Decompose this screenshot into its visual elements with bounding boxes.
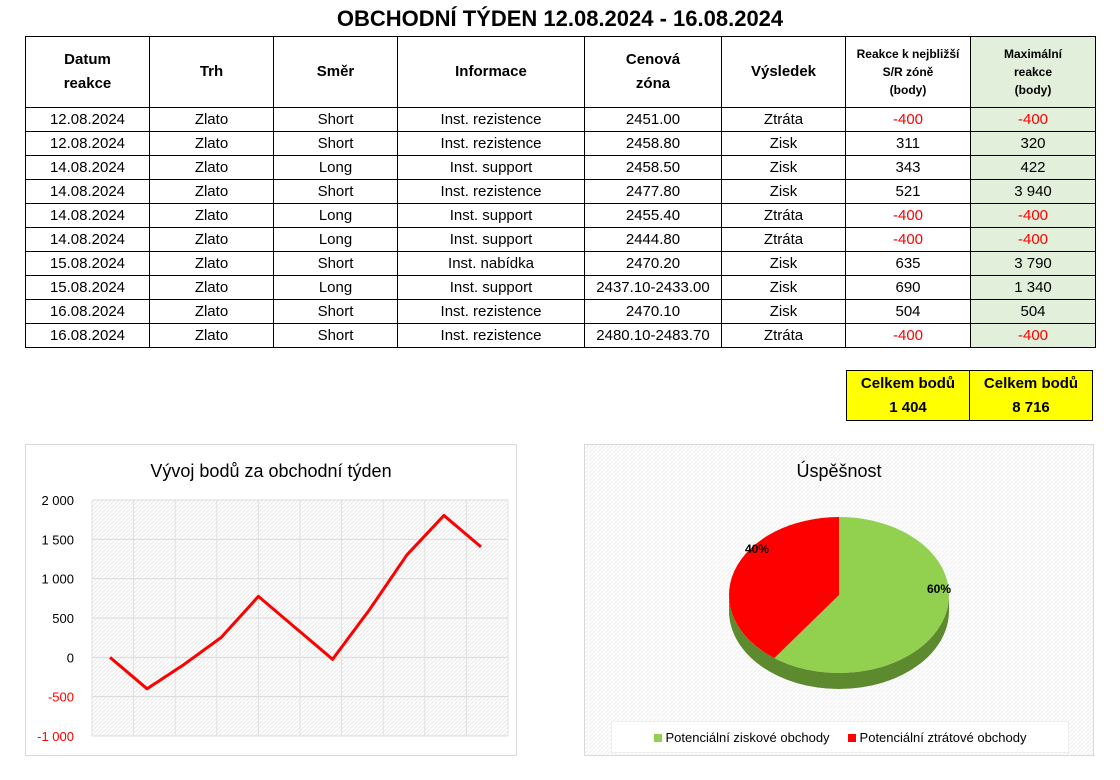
table-cell: 2458.80 <box>585 132 722 156</box>
table-cell: Zisk <box>722 276 846 300</box>
table-cell: -400 <box>971 204 1096 228</box>
table-cell: Zlato <box>150 324 274 348</box>
table-cell: 14.08.2024 <box>26 156 150 180</box>
table-row <box>26 300 1096 324</box>
header-trh: Trh <box>150 37 274 108</box>
table-cell: 2477.80 <box>585 180 722 204</box>
table-cell: Ztráta <box>722 324 846 348</box>
table-cell: 690 <box>846 276 971 300</box>
table-cell: 16.08.2024 <box>26 300 150 324</box>
header-cenova-zona: Cenová zóna <box>585 37 722 108</box>
table-cell: Zlato <box>150 180 274 204</box>
y-tick-label: 2 000 <box>41 493 74 508</box>
table-header-row <box>26 37 1096 108</box>
table-cell: Long <box>274 228 398 252</box>
table-row <box>26 324 1096 348</box>
page-title: OBCHODNÍ TÝDEN 12.08.2024 - 16.08.2024 <box>336 6 784 31</box>
total-max-cell: Celkem bodů 8 716 <box>970 371 1093 421</box>
y-tick-label: 1 000 <box>41 571 74 587</box>
table-cell: 343 <box>846 156 971 180</box>
trades-table <box>25 36 1096 348</box>
pie-chart-panel <box>584 444 1094 756</box>
table-cell: Inst. nabídka <box>398 252 585 276</box>
header-max-reakce: Maximální reakce (body) <box>971 37 1096 108</box>
table-cell: 14.08.2024 <box>26 228 150 252</box>
table-cell: Long <box>274 156 398 180</box>
table-cell: -400 <box>846 324 971 348</box>
table-cell: 521 <box>846 180 971 204</box>
table-cell: -400 <box>971 324 1096 348</box>
table-cell: Short <box>274 180 398 204</box>
table-cell: -400 <box>971 228 1096 252</box>
table-cell: 504 <box>971 300 1096 324</box>
table-cell: 311 <box>846 132 971 156</box>
pie-data-label: 40% <box>744 542 770 556</box>
y-tick-label: 500 <box>52 611 74 626</box>
table-cell: 1 340 <box>971 276 1096 300</box>
table-cell: -400 <box>846 228 971 252</box>
table-cell: Short <box>274 132 398 156</box>
table-cell: Zlato <box>150 108 274 132</box>
table-cell: Inst. support <box>398 276 585 300</box>
table-row <box>26 252 1096 276</box>
table-cell: Zisk <box>722 180 846 204</box>
table-cell: 2444.80 <box>585 228 722 252</box>
table-cell: Inst. rezistence <box>398 324 585 348</box>
table-cell: Short <box>274 300 398 324</box>
line-chart-panel <box>25 444 517 756</box>
table-cell: Zlato <box>150 156 274 180</box>
table-cell: Zisk <box>722 132 846 156</box>
table-cell: 422 <box>971 156 1096 180</box>
legend-item-win: Potenciální ziskové obchody <box>654 730 830 745</box>
y-tick-label: -500 <box>47 689 74 705</box>
table-cell: Inst. rezistence <box>398 300 585 324</box>
table-cell: 14.08.2024 <box>26 180 150 204</box>
table-cell: Inst. support <box>398 228 585 252</box>
table-cell: -400 <box>971 108 1096 132</box>
table-cell: Inst. support <box>398 156 585 180</box>
table-cell: Ztráta <box>722 204 846 228</box>
table-cell: Zlato <box>150 276 274 300</box>
table-row <box>26 108 1096 132</box>
table-row <box>26 228 1096 252</box>
table-cell: 635 <box>846 252 971 276</box>
table-row <box>26 180 1096 204</box>
pie-legend <box>611 721 1069 753</box>
table-cell: 12.08.2024 <box>26 108 150 132</box>
table-cell: 15.08.2024 <box>26 276 150 300</box>
table-cell: 2437.10-2433.00 <box>585 276 722 300</box>
table-cell: Inst. rezistence <box>398 132 585 156</box>
table-cell: 2451.00 <box>585 108 722 132</box>
table-cell: Zlato <box>150 132 274 156</box>
table-cell: 2455.40 <box>585 204 722 228</box>
table-cell: 504 <box>846 300 971 324</box>
table-cell: 3 940 <box>971 180 1096 204</box>
header-vysledek: Výsledek <box>722 37 846 108</box>
table-cell: Inst. support <box>398 204 585 228</box>
table-cell: 2470.20 <box>585 252 722 276</box>
table-cell: Long <box>274 276 398 300</box>
table-cell: 2480.10-2483.70 <box>585 324 722 348</box>
y-tick-label: 0 <box>66 650 74 666</box>
table-cell: Short <box>274 324 398 348</box>
table-cell: Zlato <box>150 228 274 252</box>
table-row <box>26 132 1096 156</box>
y-tick-label: -1 000 <box>37 729 74 744</box>
table-cell: Zlato <box>150 252 274 276</box>
total-reakce-cell: Celkem bodů 1 404 <box>847 371 970 421</box>
table-cell: 16.08.2024 <box>26 324 150 348</box>
line-chart-title: Vývoj bodů za obchodní týden <box>150 461 392 481</box>
legend-item-loss: Potenciální ztrátové obchody <box>848 730 1027 745</box>
table-cell: Zlato <box>150 204 274 228</box>
table-row <box>26 204 1096 228</box>
pie-chart <box>585 445 1093 755</box>
pie-data-label: 60% <box>926 582 952 596</box>
table-cell: 15.08.2024 <box>26 252 150 276</box>
header-reakce-sr: Reakce k nejbližší S/R zóně (body) <box>846 37 971 108</box>
table-cell: Zisk <box>722 252 846 276</box>
table-row <box>26 276 1096 300</box>
table-cell: Long <box>274 204 398 228</box>
table-cell: -400 <box>846 108 971 132</box>
table-cell: 3 790 <box>971 252 1096 276</box>
table-cell: Ztráta <box>722 108 846 132</box>
header-datum: Datum reakce <box>26 37 150 108</box>
table-cell: Short <box>274 108 398 132</box>
table-cell: Zlato <box>150 300 274 324</box>
table-cell: 320 <box>971 132 1096 156</box>
pie-chart-title: Úspěšnost <box>796 461 882 481</box>
table-cell: Zisk <box>722 156 846 180</box>
table-cell: 12.08.2024 <box>26 132 150 156</box>
line-chart <box>26 445 516 755</box>
totals-table <box>846 370 1093 421</box>
table-cell: Inst. rezistence <box>398 180 585 204</box>
table-cell: 14.08.2024 <box>26 204 150 228</box>
y-tick-label: 1 500 <box>41 532 74 548</box>
header-smer: Směr <box>274 37 398 108</box>
header-informace: Informace <box>398 37 585 108</box>
table-cell: Ztráta <box>722 228 846 252</box>
table-cell: Inst. rezistence <box>398 108 585 132</box>
table-cell: -400 <box>846 204 971 228</box>
table-cell: 2458.50 <box>585 156 722 180</box>
table-cell: Short <box>274 252 398 276</box>
table-cell: Zisk <box>722 300 846 324</box>
table-row <box>26 156 1096 180</box>
table-cell: 2470.10 <box>585 300 722 324</box>
